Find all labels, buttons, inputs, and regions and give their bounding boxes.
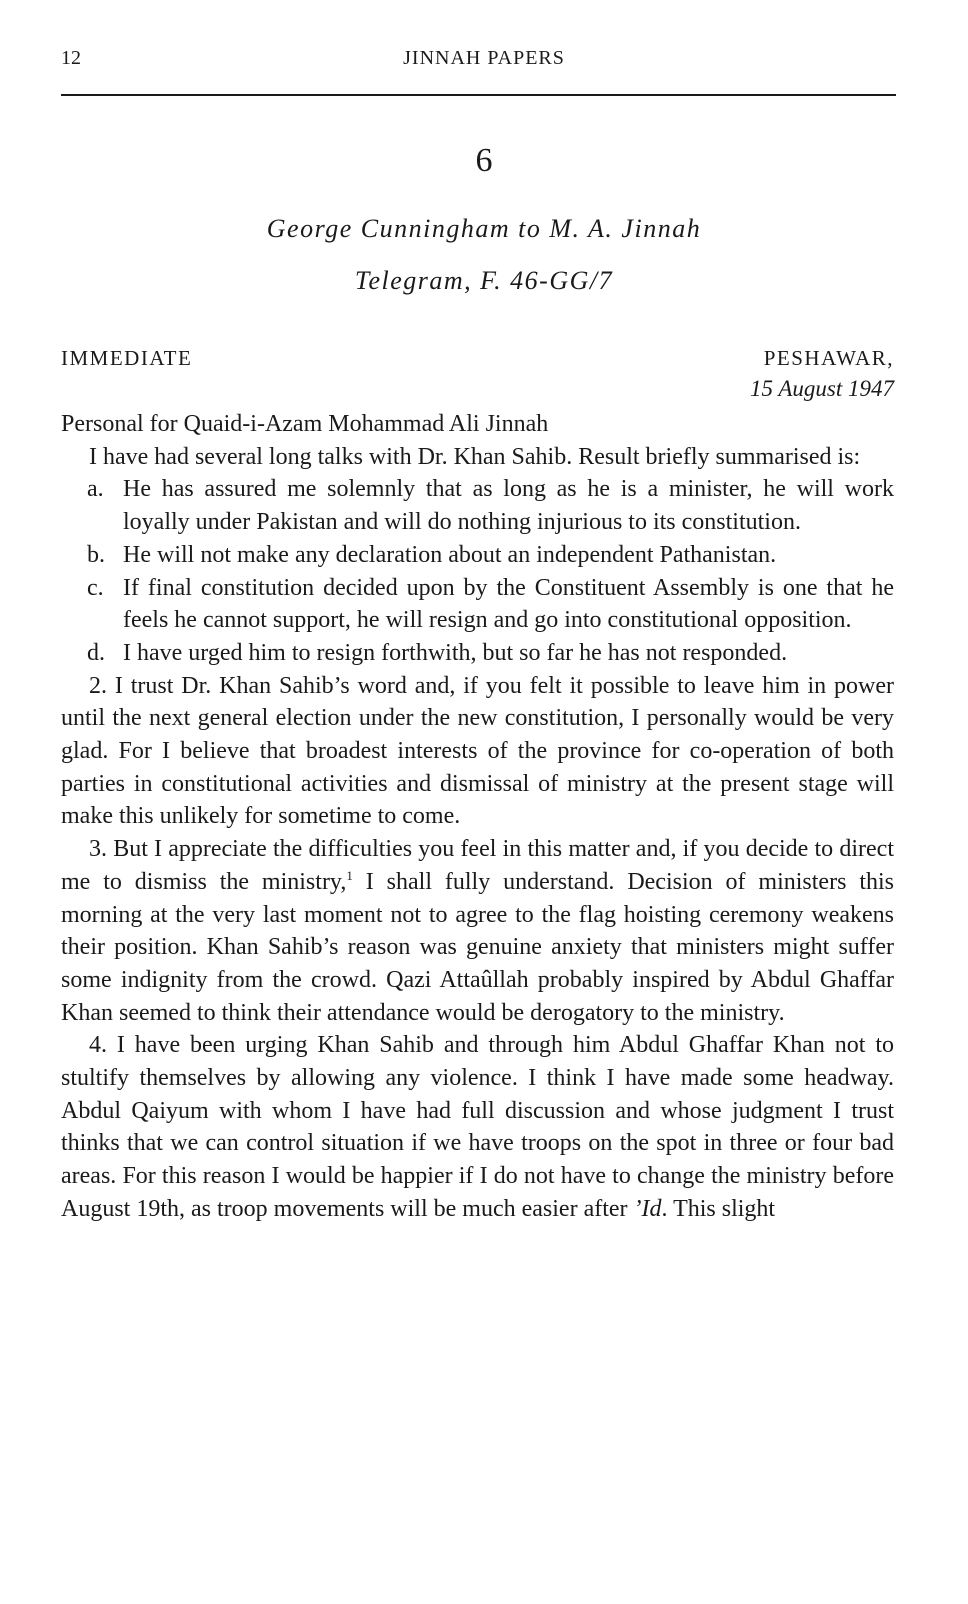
paragraph-4-text-a: 4. I have been urging Khan Sahib and through him Abdul Ghaffar Khan not to stultify themselves by allowing any violence. I think I have made some headway. Abdul Qaiyum with whom I have had full discussion and whose judgment I trust thinks that we can control situation if we have troops on the spot in three or four bad areas. For this reason I would be happier if I do not have to change the ministry before August 19th, as troop movements will be much easier after: [61, 1032, 894, 1222]
header-rule: [61, 94, 896, 96]
date-label: 15 August 1947: [750, 376, 894, 401]
document-number: 6: [475, 142, 493, 179]
paragraph-3-text-a: 3. But I appreciate the difficulties you feel in this matter and, if you decide to direct me to dismiss the ministry,: [61, 836, 894, 895]
list-item: [61, 572, 894, 637]
place-label: PESHAWAR,: [763, 346, 894, 370]
document-subheading: Telegram, F. 46-GG/7: [354, 266, 614, 295]
paragraph-4-italic-term: ’Id: [633, 1195, 662, 1222]
list-item: [61, 637, 894, 670]
list-marker: a.: [87, 476, 104, 503]
footnote-reference[interactable]: 1: [346, 867, 353, 883]
paragraph-3: [61, 833, 894, 1029]
salutation: Personal for Quaid-i-Azam Mohammad Ali Jinnah: [61, 411, 549, 437]
list-item-text: He will not make any declaration about an independent Pathanistan.: [123, 541, 777, 568]
running-title: JINNAH PAPERS: [403, 47, 565, 69]
list-marker: b.: [87, 541, 105, 568]
list-item-text: I have urged him to resign forthwith, but so far he has not responded.: [123, 639, 788, 666]
intro-paragraph: I have had several long talks with Dr. Khan Sahib. Result briefly summarised is:: [89, 443, 861, 470]
paragraph-2: 2. I trust Dr. Khan Sahib’s word and, if you felt it possible to leave him in power until the next general election under the new constitution, I personally would be very glad. For I believe that broadest interests of the province for co-operation of both parties in constitutional activities and dismissal of ministry at the present stage will make this unlikely for sometime to come.: [61, 672, 894, 830]
paragraph-4-text-b: . This slight: [661, 1195, 776, 1222]
document-heading: George Cunningham to M. A. Jinnah: [266, 214, 702, 243]
list-marker: d.: [87, 639, 105, 666]
priority-label: IMMEDIATE: [61, 346, 193, 370]
paragraph-4: [61, 1029, 894, 1225]
page-number: 12: [61, 47, 81, 69]
points-list: [61, 473, 894, 669]
list-item-text: If final constitution decided upon by the Constituent Assembly is one that he feels he cannot support, he will resign and go into constitutional opposition.: [123, 574, 894, 634]
telegram-body: [61, 408, 894, 1226]
list-item: [61, 473, 894, 538]
paragraph-3-text-b: I shall fully understand. Decision of ministers this morning at the very last moment not to agree to the flag hoisting ceremony weakens their position. Khan Sahib’s reason was genuine anxiety that ministers might suffer some indignity from the crowd. Qazi Attaûllah probably inspired by Abdul Ghaffar Khan seemed to think their attendance would be derogatory to the ministry.: [61, 868, 894, 1026]
list-item-text: He has assured me solemnly that as long as he is a minister, he will work loyally under Pakistan and will do nothing injurious to its constitution.: [123, 476, 894, 536]
list-marker: c.: [87, 574, 104, 601]
list-item: [61, 539, 894, 572]
